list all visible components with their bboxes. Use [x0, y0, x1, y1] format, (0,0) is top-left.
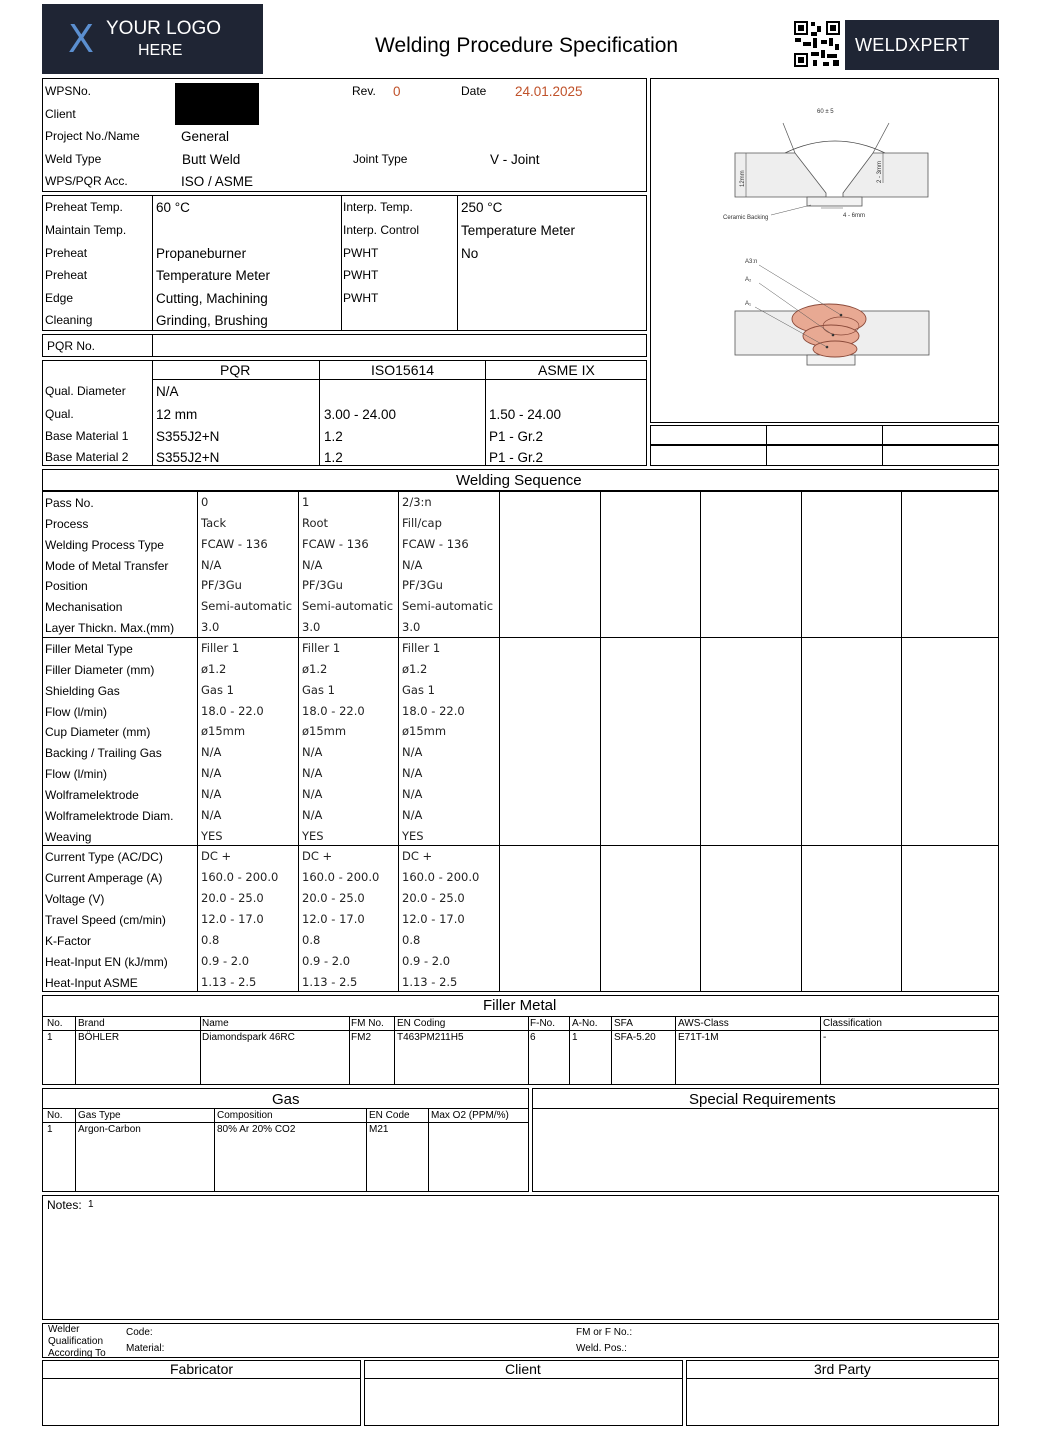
thickness-label: 12mm [740, 170, 746, 187]
sequence-row-label: Backing / Trailing Gas [45, 746, 162, 760]
welder-qual-line2: Qualification [48, 1336, 104, 1347]
logo-x-icon: X [68, 17, 95, 61]
qual-row-label: Qual. Diameter [45, 384, 126, 398]
filler-row-cell: - [823, 1032, 827, 1043]
filler-row-cell: FM2 [351, 1032, 371, 1043]
sequence-cell: DC + [402, 849, 433, 863]
sequence-cell: 20.0 - 25.0 [302, 891, 365, 905]
maintain-temp-label: Maintain Temp. [45, 223, 127, 237]
date-label: Date [461, 84, 487, 98]
sequence-cell: N/A [402, 558, 423, 572]
filler-header-cell: No. [47, 1018, 63, 1029]
preheat-control-value: Temperature Meter [156, 268, 271, 283]
gas-header-cell: No. [47, 1110, 63, 1121]
drawing-footer-row-2 [650, 445, 999, 466]
sequence-cell: N/A [201, 558, 222, 572]
weld-type-label: Weld Type [45, 152, 102, 166]
sequence-cell: ø1.2 [302, 662, 328, 676]
sequence-row-label: Pass No. [45, 496, 94, 510]
sequence-cell: N/A [201, 808, 222, 822]
preheat-method-label: Preheat [45, 246, 88, 260]
qual-row-asme: 1.50 - 24.00 [489, 407, 562, 422]
logo-line1: YOUR LOGO [106, 18, 222, 39]
filler-row-cell: SFA-5.20 [614, 1032, 656, 1043]
interp-control-label: Interp. Control [343, 223, 420, 237]
filler-header-cell: SFA [614, 1018, 633, 1029]
sequence-cell: 12.0 - 17.0 [302, 912, 365, 926]
sequence-cell: N/A [201, 745, 222, 759]
joint-type-label: Joint Type [353, 152, 408, 166]
sequence-row-label: Wolframelektrode [45, 788, 139, 802]
redacted-block [175, 83, 259, 125]
sequence-row-label: Mode of Metal Transfer [45, 559, 169, 573]
sequence-cell: N/A [402, 808, 423, 822]
sequence-cell: 160.0 - 200.0 [402, 870, 480, 884]
sequence-cell: FCAW - 136 [201, 537, 268, 551]
filler-row-cell: E71T-1M [678, 1032, 719, 1043]
filler-row-cell: 6 [530, 1032, 536, 1043]
sequence-cell: 0.8 [402, 933, 421, 947]
weld-type-value: Butt Weld [182, 152, 241, 167]
sequence-cell: Filler 1 [302, 641, 341, 655]
edge-label: Edge [45, 291, 74, 305]
sequence-cell: 160.0 - 200.0 [201, 870, 279, 884]
sequence-cell: 0.9 - 2.0 [302, 954, 351, 968]
logo-line2: HERE [138, 42, 183, 59]
filler-header-cell: FM No. [351, 1018, 384, 1029]
sequence-cell: 1.13 - 2.5 [201, 975, 257, 989]
sequence-cell: N/A [302, 745, 323, 759]
sequence-cell: N/A [402, 745, 423, 759]
sequence-cell: 160.0 - 200.0 [302, 870, 380, 884]
qual-row-label: Base Material 2 [45, 450, 129, 464]
acc-label: WPS/PQR Acc. [45, 174, 128, 188]
sequence-cell: 12.0 - 17.0 [201, 912, 264, 926]
interp-temp-value: 250 °C [461, 200, 503, 215]
root-pass-bead [813, 341, 857, 357]
welder-qual-line1: Welder [48, 1324, 80, 1335]
gas-row-cell: M21 [369, 1124, 389, 1135]
sequence-cell: ø15mm [402, 724, 447, 738]
sequence-cell: PF/3Gu [402, 578, 443, 592]
edge-value: Cutting, Machining [156, 291, 268, 306]
sequence-cell: FCAW - 136 [402, 537, 469, 551]
sequence-cell: 0.8 [302, 933, 321, 947]
notes-value: 1 [88, 1199, 94, 1210]
interp-control-value: Temperature Meter [461, 223, 576, 238]
pass2-label: A₂ [745, 277, 752, 283]
preheat-temp-value: 60 °C [156, 200, 190, 215]
filler-row-cell: BÖHLER [78, 1032, 120, 1043]
sequence-cell: YES [402, 829, 424, 843]
qual-row-pqr: 12 mm [156, 407, 198, 422]
sequence-cell: 3.0 [201, 620, 220, 634]
preheat-control-label: Preheat [45, 268, 88, 282]
project-value: General [181, 129, 230, 144]
joint-drawing [651, 79, 998, 422]
fabricator-label: Fabricator [170, 1361, 234, 1377]
filler-metal-title: Filler Metal [483, 997, 557, 1014]
welder-fm-label: FM or F No.: [576, 1327, 633, 1338]
sequence-cell: 0 [201, 495, 209, 509]
sequence-cell: ø15mm [201, 724, 246, 738]
sequence-cell: YES [302, 829, 324, 843]
sequence-row-label: Heat-Input ASME [45, 976, 138, 990]
sequence-row-label: Current Amperage (A) [45, 871, 163, 885]
welder-position-label: Weld. Pos.: [576, 1343, 627, 1354]
sequence-cell: Root [302, 516, 329, 530]
sequence-cell: ø1.2 [201, 662, 227, 676]
qual-row-asme: P1 - Gr.2 [489, 450, 544, 465]
sequence-row-label: Current Type (AC/DC) [45, 850, 163, 864]
cleaning-label: Cleaning [45, 313, 93, 327]
third-party-label: 3rd Party [814, 1361, 871, 1377]
sequence-cell: N/A [302, 808, 323, 822]
filler-header-cell: EN Coding [397, 1018, 446, 1029]
col-iso-header: ISO15614 [371, 362, 435, 378]
client-label: Client [45, 107, 76, 121]
sequence-row-label: Shielding Gas [45, 684, 120, 698]
sequence-cell: FCAW - 136 [302, 537, 369, 551]
rev-label: Rev. [352, 84, 376, 98]
sequence-cell: Semi-automatic [402, 599, 494, 613]
client-signature-label: Client [505, 1361, 541, 1377]
sequence-cell: DC + [302, 849, 333, 863]
sequence-row-label: K-Factor [45, 934, 92, 948]
qr-code-icon [793, 20, 841, 68]
qual-row-pqr: S355J2+N [156, 450, 220, 465]
backing-label: Ceramic Backing [723, 215, 769, 221]
qual-row-pqr: N/A [156, 384, 179, 399]
sequence-cell: N/A [302, 787, 323, 801]
drawing-footer-row-1 [650, 425, 999, 445]
sequence-cell: Fill/cap [402, 516, 442, 530]
filler-row-cell: T463PM211H5 [397, 1032, 464, 1043]
qual-row-iso: 3.00 - 24.00 [324, 407, 397, 422]
gas-header-cell: Composition [217, 1110, 273, 1121]
sequence-cell: 1.13 - 2.5 [302, 975, 358, 989]
sequence-cell: PF/3Gu [302, 578, 343, 592]
welder-code-label: Code: [126, 1327, 153, 1338]
sequence-cell: 0.9 - 2.0 [201, 954, 250, 968]
project-label: Project No./Name [45, 129, 140, 143]
interp-temp-label: Interp. Temp. [343, 200, 413, 214]
heat-treatment-section [42, 195, 647, 331]
sequence-row-label: Layer Thickn. Max.(mm) [45, 621, 175, 635]
sequence-row-label: Process [45, 517, 89, 531]
sequence-row-label: Voltage (V) [45, 892, 105, 906]
pwht-label-3: PWHT [343, 291, 379, 305]
sequence-cell: 18.0 - 22.0 [201, 704, 264, 718]
sequence-cell: 18.0 - 22.0 [402, 704, 465, 718]
sequence-cell: N/A [302, 766, 323, 780]
sequence-row-label: Cup Diameter (mm) [45, 725, 151, 739]
filler-header-cell: Classification [823, 1018, 882, 1029]
brand-name: WELDXPERT [855, 35, 970, 55]
notes-label: Notes: [47, 1198, 82, 1212]
acc-value: ISO / ASME [181, 174, 254, 189]
gas-row-cell: 1 [47, 1124, 53, 1135]
notes-section [42, 1195, 999, 1320]
sequence-cell: Semi-automatic [302, 599, 394, 613]
sequence-cell: N/A [201, 766, 222, 780]
pwht-label-1: PWHT [343, 246, 379, 260]
sequence-row-label: Flow (l/min) [45, 705, 107, 719]
sequence-cell: 2/3:n [402, 495, 432, 509]
root-face-label: 2 - 3mm [877, 160, 883, 183]
col-pqr-header: PQR [220, 362, 251, 378]
sequence-cell: N/A [402, 766, 423, 780]
gas-title: Gas [272, 1091, 300, 1108]
pass1-label: A₁ [745, 301, 752, 307]
sequence-row-label: Wolframelektrode Diam. [45, 809, 174, 823]
sequence-cell: DC + [201, 849, 232, 863]
sequence-row-label: Welding Process Type [45, 538, 164, 552]
weldxpert-brand [845, 20, 999, 70]
welder-material-label: Material: [126, 1343, 165, 1354]
sequence-cell: YES [201, 829, 223, 843]
filler-row-cell: 1 [47, 1032, 53, 1043]
sequence-cell: PF/3Gu [201, 578, 242, 592]
wps-no-label: WPSNo. [45, 84, 92, 98]
company-logo [42, 4, 263, 74]
sequence-cell: N/A [302, 558, 323, 572]
gas-header-cell: Gas Type [78, 1110, 121, 1121]
col-asme-header: ASME IX [538, 362, 595, 378]
pwht-label-2: PWHT [343, 268, 379, 282]
sequence-row-label: Flow (l/min) [45, 767, 107, 781]
sequence-cell: Gas 1 [201, 683, 234, 697]
qual-row-pqr: S355J2+N [156, 429, 220, 444]
page-title: Welding Procedure Specification [375, 34, 679, 57]
gas-row-cell: Argon-Carbon [78, 1124, 141, 1135]
sequence-cell: N/A [402, 787, 423, 801]
groove-angle-label: 60 ± 5 [817, 109, 834, 115]
sequence-cell: N/A [201, 787, 222, 801]
preheat-method-value: Propaneburner [156, 246, 247, 261]
pwht-value: No [461, 246, 479, 261]
sequence-cell: 20.0 - 25.0 [402, 891, 465, 905]
sequence-cell: 3.0 [402, 620, 421, 634]
qual-row-label: Qual. [45, 407, 74, 421]
sequence-row-label: Filler Diameter (mm) [45, 663, 155, 677]
preheat-temp-label: Preheat Temp. [45, 200, 123, 214]
joint-type-value: V - Joint [490, 152, 540, 167]
filler-row-cell: Diamondspark 46RC [202, 1032, 295, 1043]
filler-row-cell: 1 [572, 1032, 578, 1043]
qual-row-asme: P1 - Gr.2 [489, 429, 544, 444]
sequence-cell: 18.0 - 22.0 [302, 704, 365, 718]
sequence-cell: 20.0 - 25.0 [201, 891, 264, 905]
filler-header-cell: Brand [78, 1018, 105, 1029]
filler-header-cell: AWS-Class [678, 1018, 729, 1029]
sequence-cell: ø1.2 [402, 662, 428, 676]
sequence-cell: Tack [201, 516, 227, 530]
filler-header-cell: Name [202, 1018, 229, 1029]
sequence-cell: Filler 1 [402, 641, 441, 655]
qual-row-label: Base Material 1 [45, 429, 129, 443]
pass3-label: A3:n [745, 259, 758, 265]
sequence-cell: 12.0 - 17.0 [402, 912, 465, 926]
cleaning-value: Grinding, Brushing [156, 313, 268, 328]
sequence-cell: 1 [302, 495, 310, 509]
welding-sequence-title: Welding Sequence [456, 472, 582, 489]
welding-sequence-table [42, 491, 999, 992]
sequence-cell: 3.0 [302, 620, 321, 634]
sequence-row-label: Mechanisation [45, 600, 123, 614]
sequence-row-label: Heat-Input EN (kJ/mm) [45, 955, 168, 969]
sequence-row-label: Filler Metal Type [45, 642, 133, 656]
sequence-row-label: Position [45, 579, 88, 593]
gap-label: 4 - 6mm [843, 213, 866, 219]
sequence-cell: ø15mm [302, 724, 347, 738]
filler-header-cell: A-No. [572, 1018, 598, 1029]
sequence-cell: 1.13 - 2.5 [402, 975, 458, 989]
qual-row-iso: 1.2 [324, 429, 343, 444]
pqr-no-label: PQR No. [47, 339, 96, 353]
sequence-cell: Gas 1 [402, 683, 435, 697]
sequence-cell: Filler 1 [201, 641, 240, 655]
qual-row-iso: 1.2 [324, 450, 343, 465]
rev-value: 0 [393, 84, 401, 99]
filler-header-cell: F-No. [530, 1018, 555, 1029]
gas-row-cell: 80% Ar 20% CO2 [217, 1124, 296, 1135]
gas-header-cell: EN Code [369, 1110, 410, 1121]
date-value: 24.01.2025 [515, 84, 583, 99]
welder-qual-line3: According To [48, 1348, 106, 1359]
sequence-cell: 0.8 [201, 933, 220, 947]
sequence-cell: Gas 1 [302, 683, 335, 697]
sequence-row-label: Travel Speed (cm/min) [45, 913, 166, 927]
sequence-cell: Semi-automatic [201, 599, 293, 613]
sequence-row-label: Weaving [45, 830, 92, 844]
special-requirements-title: Special Requirements [689, 1091, 836, 1108]
pqr-no-row [42, 334, 647, 357]
gas-header-cell: Max O2 (PPM/%) [431, 1110, 509, 1121]
sequence-cell: 0.9 - 2.0 [402, 954, 451, 968]
welder-qualification-section [42, 1323, 999, 1358]
